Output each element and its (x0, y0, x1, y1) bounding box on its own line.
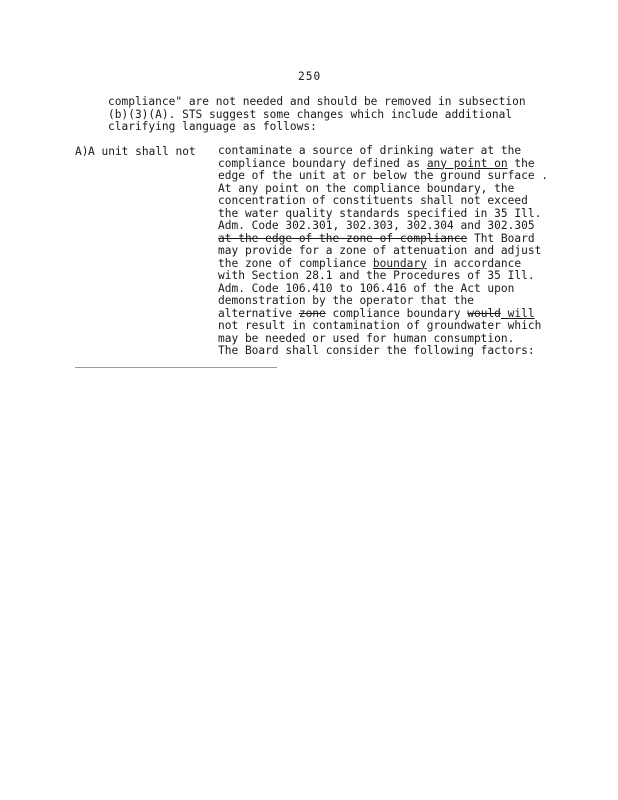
intro-line-2: (b)(3)(A). STS suggest some changes which include additional (108, 107, 513, 121)
body-line-16: may be needed or used for human consumption. (218, 331, 515, 345)
intro-line-3: clarifying language as follows: (108, 120, 317, 133)
body-text: the (507, 156, 535, 170)
deleted-text: would (467, 306, 501, 320)
regulation-text (218, 145, 563, 358)
body-line-11: with Section 28.1 and the Procedures of 35 Ill. (218, 269, 535, 282)
body-line-3: edge of the unit at or below the ground surface . (218, 169, 549, 182)
item-label: A) (75, 145, 89, 158)
body-line-12: Adm. Code 106.410 to 106.416 of the Act upon (218, 281, 515, 295)
body-line-9: may provide for a zone of attenuation and adjust (218, 244, 542, 257)
body-line-15: not result in contamination of groundwater which (218, 319, 542, 332)
body-line-17: The Board shall consider the following factors: (218, 344, 535, 357)
intro-paragraph (108, 96, 558, 134)
body-line-6: the water quality standards specified in 35 Ill. (218, 206, 542, 220)
body-text: in accordance (426, 256, 522, 270)
intro-line-1: compliance" are not needed and should be removed in subsection (108, 95, 526, 108)
body-line-13: demonstration by the operator that the (218, 294, 474, 307)
deleted-text: zone (298, 306, 326, 320)
inserted-text: boundary (372, 256, 427, 270)
footnote-rule: ______________________________ (75, 355, 278, 368)
body-text: compliance boundary defined as (218, 156, 427, 170)
inserted-text: will (500, 306, 535, 320)
item-lead-text: A unit shall not (88, 145, 196, 158)
page-number: 250 (298, 70, 322, 83)
body-line-5: concentration of constituents shall not exceed (218, 194, 528, 207)
body-line-4: At any point on the compliance boundary, the (218, 181, 515, 195)
body-line-1: contaminate a source of drinking water at the (218, 144, 522, 157)
body-text: the zone of compliance (218, 256, 373, 270)
deleted-text: at the edge of the zone of compliance (218, 231, 468, 245)
body-line-7: Adm. Code 302.301, 302.303, 302.304 and 302.305 (218, 219, 535, 232)
body-text: alternative (218, 306, 299, 320)
inserted-text: any point on (426, 156, 508, 170)
body-text: Tht Board (467, 231, 535, 245)
body-text: compliance boundary (325, 306, 468, 320)
